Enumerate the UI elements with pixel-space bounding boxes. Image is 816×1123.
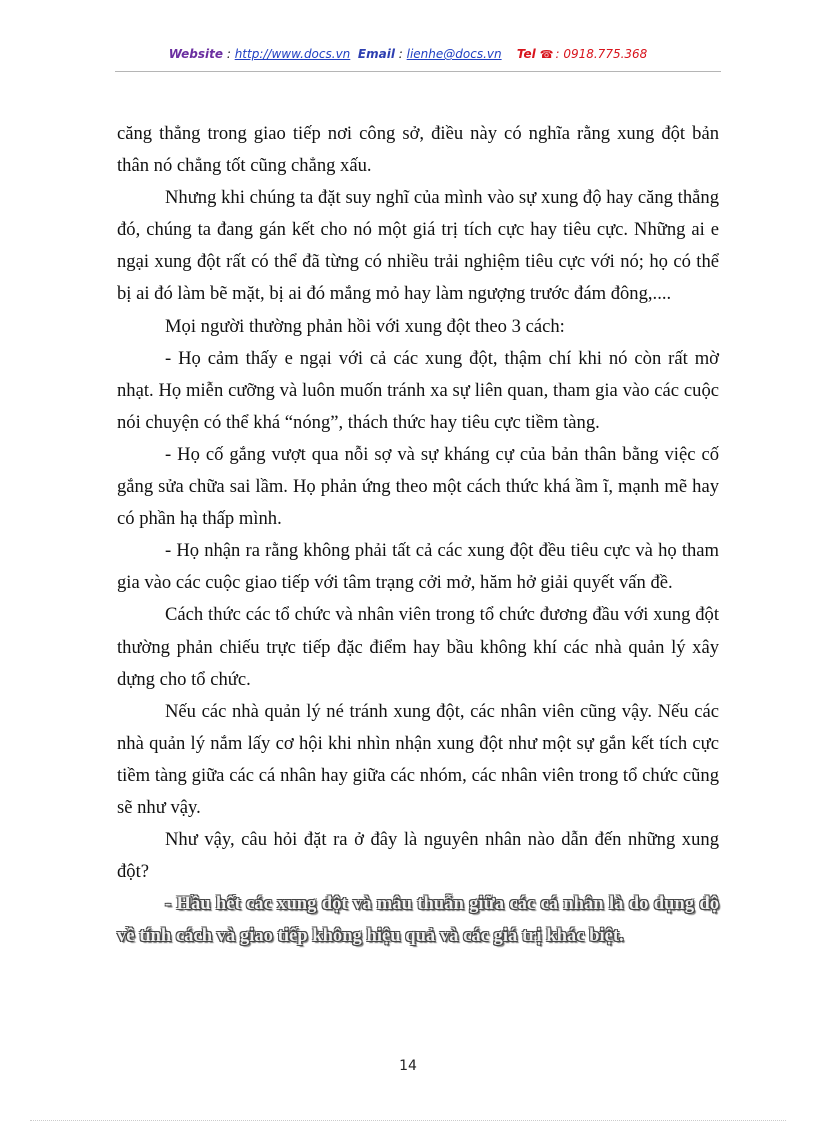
document-body <box>117 118 719 952</box>
list-item: - Họ cố gắng vượt qua nỗi sợ và sự kháng cự của bản thân bằng việc cố gắng sửa chữa sai lầm. Họ phản ứng theo một cách thức khá ầm ĩ, mạnh mẽ hay có phần hạ thấp mình. <box>117 443 719 530</box>
page-header <box>0 44 816 65</box>
website-label: Website <box>168 47 224 61</box>
website-link[interactable]: http://www.docs.vn <box>234 47 351 61</box>
page-number: 14 <box>399 1058 417 1074</box>
list-item: - Họ nhận ra rằng không phải tất cả các xung đột đều tiêu cực và họ tham gia vào các cuộc giao tiếp với tâm trạng cởi mở, hăm hở giải quyết vấn đề. <box>117 540 719 594</box>
emphasized-list-item: - Hầu hết các xung đột và mâu thuẫn giữa các cá nhân là do đụng độ về tính cách và giao tiếp không hiệu quả và các giá trị khác biệt. <box>117 893 719 947</box>
email-colon: : <box>394 47 407 61</box>
list-item: - Họ cảm thấy e ngại với cả các xung đột, thậm chí khi nó còn rất mờ nhạt. Họ miễn cưỡng và luôn muốn tránh xa sự liên quan, tham gia vào các cuộc nói chuyện có thể khá “nóng”, thách thức hay tiêu cực tiềm tàng. <box>117 347 719 433</box>
header-divider <box>115 71 721 72</box>
paragraph: Như vậy, câu hỏi đặt ra ở đây là nguyên nhân nào dẫn đến những xung đột? <box>117 829 719 883</box>
website-colon: : <box>223 47 235 61</box>
paragraph: Cách thức các tổ chức và nhân viên trong tổ chức đương đầu với xung đột thường phản chiếu trực tiếp đặc điểm hay bầu không khí các nhà quản lý xây dựng cho tổ chức. <box>117 604 719 690</box>
tel-value: : 0918.775.368 <box>555 47 648 61</box>
paragraph: Mọi người thường phản hồi với xung đột theo 3 cách: <box>165 315 565 337</box>
tel-label: Tel <box>516 47 536 61</box>
phone-icon: ☎ <box>539 48 554 61</box>
paragraph: Nhưng khi chúng ta đặt suy nghĩ của mình vào sự xung độ hay căng thẳng đó, chúng ta đang gán kết cho nó một giá trị tích cực hay tiêu cực. Những ai e ngại xung đột rất có thể đã từng có nhiều trải nghiệm tiêu cực với nó; họ có thể bị ai đó làm bẽ mặt, bị ai đó mắng mỏ hay làm ngượng trước đám đông,.... <box>117 187 719 305</box>
footer-divider <box>30 1120 786 1121</box>
paragraph: căng thẳng trong giao tiếp nơi công sở, điều này có nghĩa rằng xung đột bản thân nó chẳng tốt cũng chẳng xấu. <box>117 123 719 177</box>
email-label: Email <box>357 47 395 61</box>
paragraph: Nếu các nhà quản lý né tránh xung đột, các nhân viên cũng vậy. Nếu các nhà quản lý nắm lấy cơ hội khi nhìn nhận xung đột như một sự gắn kết tích cực tiềm tàng giữa các cá nhân hay giữa các nhóm, các nhân viên trong tổ chức cũng sẽ như vậy. <box>117 700 719 818</box>
email-link[interactable]: lienhe@docs.vn <box>406 47 502 61</box>
